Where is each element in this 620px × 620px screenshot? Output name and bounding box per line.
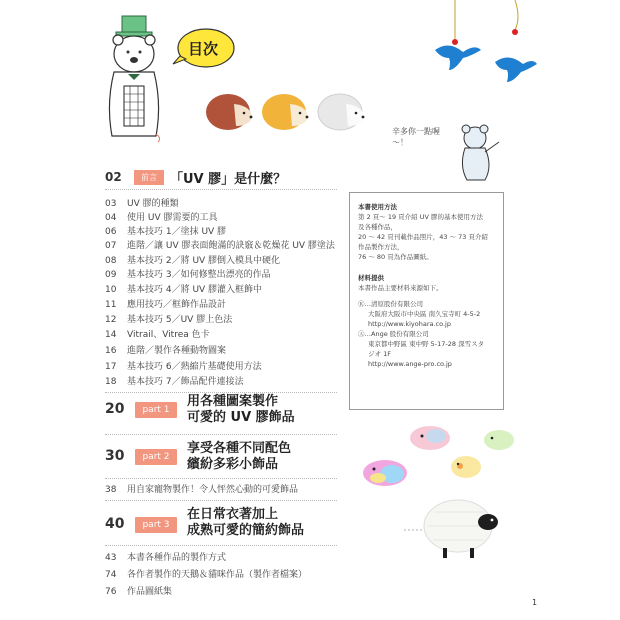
bird-pastel-green bbox=[482, 428, 516, 452]
part-2-title-line2: 繽紛多彩小飾品 bbox=[187, 457, 279, 472]
bird-cockatiel bbox=[448, 452, 484, 480]
part-1-page-number: 20 bbox=[105, 401, 125, 417]
bear-handwriting: 辛多你一點喔～！ bbox=[392, 127, 440, 147]
toc-item: 12 基本技巧 5／UV 膠上色法 bbox=[105, 315, 233, 325]
divider bbox=[105, 189, 337, 190]
part-1-badge: part 1 bbox=[135, 402, 177, 418]
supplier-1-url[interactable]: http://www.kiyohara.co.jp bbox=[368, 320, 451, 328]
toc-item: 10 基本技巧 4／將 UV 膠灌入框飾中 bbox=[105, 285, 263, 295]
bird-earrings bbox=[415, 0, 540, 95]
supplier-2-name: Ⓐ…Ange 股份有限公司 bbox=[358, 330, 429, 338]
toc-item: 74 各作者製作的天鵝＆貓咪作品（製作者檔案） bbox=[105, 570, 308, 580]
toc-item: 08 基本技巧 2／將 UV 膠倒入模具中硬化 bbox=[105, 256, 281, 266]
usage-heading: 本書使用方法 bbox=[358, 203, 397, 211]
usage-line: 作品製作方法， bbox=[358, 243, 404, 251]
toc-item: 17 基本技巧 6／熱縮片基礎使用方法 bbox=[105, 362, 262, 372]
materials-heading: 材料提供 bbox=[358, 274, 384, 282]
intro-title: 「UV 膠」是什麼？ bbox=[170, 172, 287, 187]
usage-info-box bbox=[349, 192, 504, 410]
page-title: 目次 bbox=[188, 40, 219, 58]
part-3-title-line1: 在日常衣著加上 bbox=[187, 507, 279, 522]
supplier-2-address-cont: ジオ 1F bbox=[368, 350, 391, 358]
toc-item: 18 基本技巧 7／飾品配件連接法 bbox=[105, 377, 244, 387]
toc-item: 04 使用 UV 膠需要的工具 bbox=[105, 213, 218, 223]
toc-item: 76 作品圖紙集 bbox=[105, 587, 173, 597]
part-2-page-number: 30 bbox=[105, 448, 125, 464]
toc-item: 38 用自家寵物製作！令人怦然心動的可愛飾品 bbox=[105, 485, 299, 495]
page-number: 1 bbox=[532, 598, 538, 607]
divider bbox=[105, 478, 337, 479]
supplier-1-name: Ⓚ…清原股份有限公司 bbox=[358, 300, 423, 308]
hedgehog-yellow bbox=[260, 86, 312, 132]
intro-badge: 前言 bbox=[134, 170, 164, 185]
bird-pastel-pink bbox=[408, 424, 452, 452]
toc-item: 07 進階／讓 UV 膠表面飽滿的訣竅＆乾燥花 UV 膠塗法 bbox=[105, 241, 335, 251]
divider bbox=[105, 434, 337, 435]
toc-item: 14 Vitrail、Vitrea 色卡 bbox=[105, 330, 210, 340]
bear-sketch bbox=[455, 122, 505, 184]
toc-item: 03 UV 膠的種類 bbox=[105, 199, 179, 209]
divider bbox=[105, 545, 337, 546]
part-3-title-line2: 成熟可愛的簡約飾品 bbox=[187, 523, 305, 538]
hedgehog-brown bbox=[204, 86, 256, 132]
materials-intro: 本書作品主要材料來源如下。 bbox=[358, 284, 443, 292]
supplier-2-url[interactable]: http://www.ange-pro.co.jp bbox=[368, 360, 452, 368]
hedgehog-white bbox=[316, 86, 368, 132]
part-1-title-line1: 用各種圖案製作 bbox=[187, 394, 279, 409]
part-2-title-line1: 享受各種不同配色 bbox=[187, 441, 292, 456]
bird-rainbow bbox=[360, 456, 410, 488]
intro-page-number: 02 bbox=[105, 170, 122, 184]
divider bbox=[105, 500, 337, 501]
part-3-badge: part 3 bbox=[135, 517, 177, 533]
toc-item: 06 基本技巧 1／塗抹 UV 膠 bbox=[105, 227, 227, 237]
divider bbox=[105, 392, 337, 393]
part-3-page-number: 40 bbox=[105, 516, 125, 532]
usage-line: 及各種作品， bbox=[358, 223, 397, 231]
part-1-title-line2: 可愛的 UV 膠飾品 bbox=[187, 410, 295, 425]
usage-line: 20 ～ 42 頁刊載作品照片，43 ～ 73 頁介紹 bbox=[358, 233, 488, 241]
usage-line: 第 2 頁～ 19 頁介紹 UV 膠的基本使用方法 bbox=[358, 213, 484, 221]
usage-line: 76 ～ 80 頁為作品圖紙。 bbox=[358, 253, 433, 261]
sheep-pendant bbox=[398, 490, 508, 560]
toc-item: 43 本書各種作品的製作方式 bbox=[105, 553, 227, 563]
toc-item: 11 應用技巧／框飾作品設計 bbox=[105, 300, 227, 310]
supplier-2-address: 東京都中野區 東中野 5-17-28 深雪スタ bbox=[368, 340, 485, 348]
bear-illustration bbox=[100, 14, 170, 144]
part-2-badge: part 2 bbox=[135, 449, 177, 465]
toc-item: 09 基本技巧 3／如何修整出漂亮的作品 bbox=[105, 270, 271, 280]
supplier-1-address: 大阪府大阪市中央區 南久宝寺町 4-5-2 bbox=[368, 310, 481, 318]
toc-item: 16 進階／製作各種動物圖案 bbox=[105, 346, 227, 356]
